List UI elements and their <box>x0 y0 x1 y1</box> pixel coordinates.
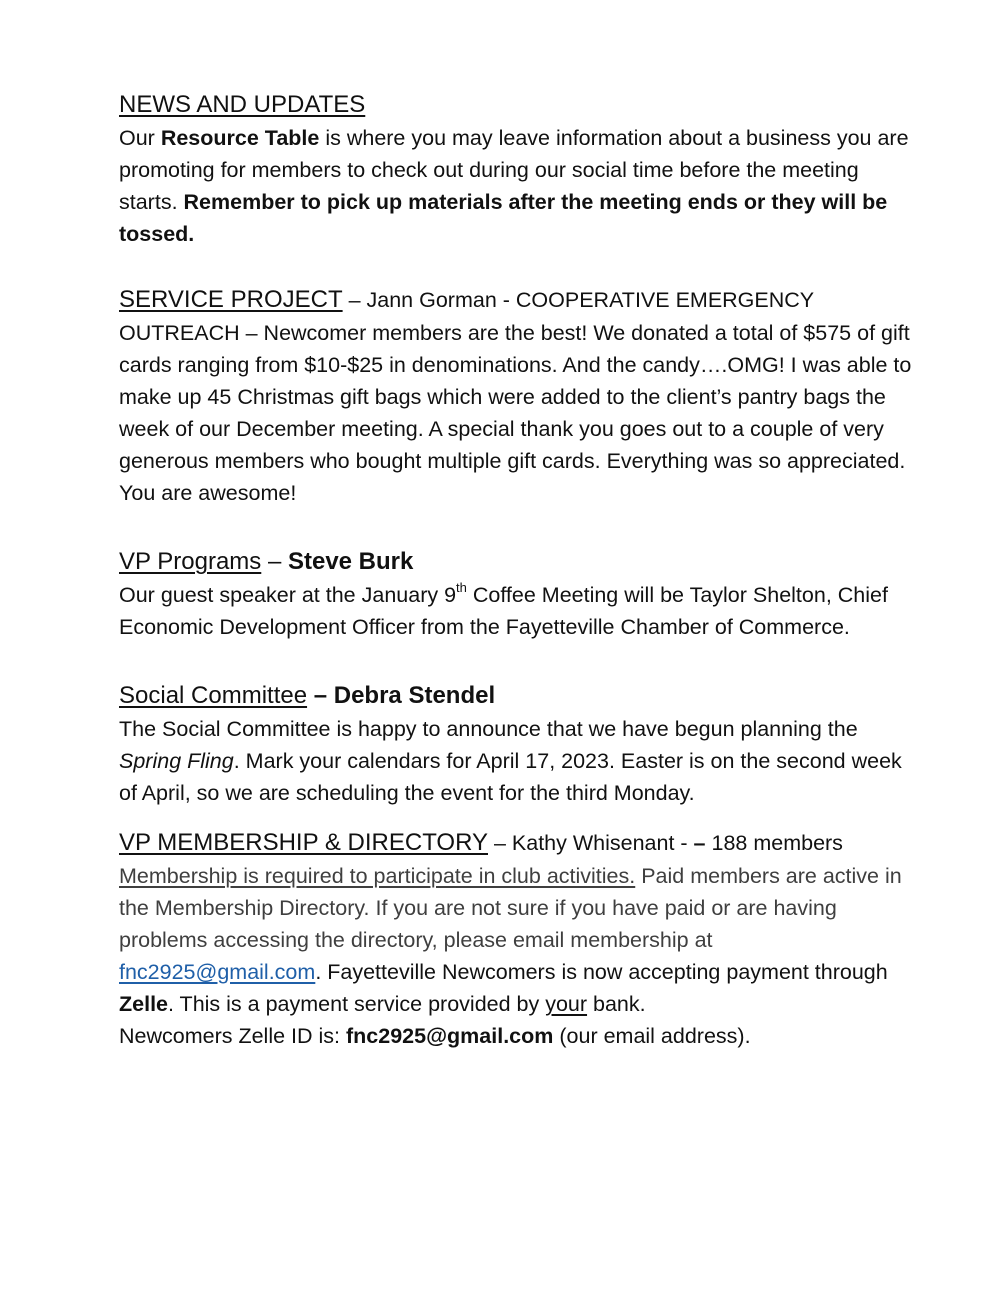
spring-fling-event: Spring Fling <box>119 749 234 773</box>
vp-programs-body: Our guest speaker at the January 9th Coffee Meeting will be Taylor Shelton, Chief Economic Development Officer from the Fayetteville Chamber of Commerce. <box>119 579 888 639</box>
social-committee-section <box>119 679 919 809</box>
vp-programs-section: VP Programs – Steve Burk Our guest speaker at the January 9th Coffee Meeting will be Taylor Shelton, Chief Economic Development Officer from the Fayetteville Chamber of Commerce. <box>119 545 919 643</box>
social-heading: Social Committee <box>119 682 308 709</box>
resource-table-label: Resource Table <box>160 126 320 150</box>
materials-reminder: Remember to pick up materials after the meeting ends or they will be tossed. <box>119 190 888 246</box>
service-project-section <box>119 283 919 509</box>
news-and-updates-section <box>119 88 919 250</box>
vp-programs-heading: VP Programs <box>119 548 262 575</box>
zelle-id-line: Newcomers Zelle ID is: fnc2925@gmail.com (our email address). <box>119 1024 751 1048</box>
news-body: Our Resource Table is where you may leave information about a business you are promoting for members to check out during our social time before the meeting starts. Remember to pick up materials after the meeting ends or they will be tossed. <box>119 126 909 246</box>
newsletter-page <box>119 88 919 1052</box>
social-body: The Social Committee is happy to announce that we have begun planning the Spring Fling. Mark your calendars for April 17, 2023. Easter is on the second week of April, so we are scheduling the event for the third Monday. <box>119 717 902 805</box>
vp-programs-name: Steve Burk <box>287 548 414 575</box>
membership-email-link[interactable]: fnc2925@gmail.com <box>119 960 316 984</box>
zelle-label: Zelle <box>119 992 168 1016</box>
membership-heading: VP MEMBERSHIP & DIRECTORY <box>119 829 488 856</box>
social-chair-name: – Debra Stendel <box>307 682 496 709</box>
membership-body: Membership is required to participate in club activities. Paid members are active in the Membership Directory. If you are not sure if you have paid or are having problems accessing the directory, please email membership at fnc2925@gmail.com. Fayetteville Newcomers is now accepting payment through Zelle. This is a payment service provided by your bank. <box>119 864 902 1016</box>
news-heading: NEWS AND UPDATES <box>119 91 366 118</box>
service-heading: SERVICE PROJECT <box>119 286 343 313</box>
membership-vp-name: Kathy Whisenant - <box>511 831 694 855</box>
membership-section: VP MEMBERSHIP & DIRECTORY – Kathy Whisenant - – 188 members Membership is required to participate in club activities. Paid members are active in the Membership Directory. If you are not sure if you have paid or are having problems accessing the directory, please email membership at fnc2925@gmail.com. Fayetteville Newcomers is now accepting payment through Zelle. This is a payment service provided by your bank. Newcomers Zelle ID is: fnc2925@gmail.com (our email address). <box>119 826 919 1052</box>
membership-requirement: Membership is required to participate in club activities. <box>119 864 636 888</box>
member-count: 188 members <box>705 831 843 855</box>
zelle-id: fnc2925@gmail.com <box>346 1024 554 1048</box>
service-body: SERVICE PROJECT – Jann Gorman - COOPERATIVE EMERGENCY OUTREACH – Newcomer members are the best! We donated a total of $575 of gift cards ranging from $10-$25 in denominations. And the candy….OMG! I was able to make up 45 Christmas gift bags which were added to the client’s pantry bags the week of our December meeting. A special thank you goes out to a couple of very generous members who bought multiple gift cards. Everything was so appreciated. You are awesome! <box>119 286 912 505</box>
